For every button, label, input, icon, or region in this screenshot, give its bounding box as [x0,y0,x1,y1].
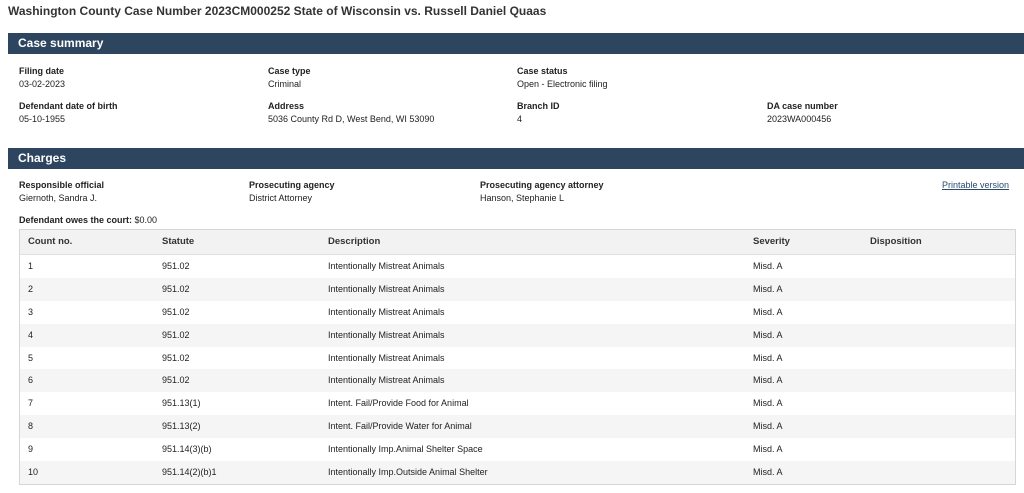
count-cell: 1 [28,261,34,271]
table-row [20,278,1015,301]
severity-cell: Misd. A [753,261,783,271]
case-type-label: Case type [268,66,311,76]
prosecuting-agency-field [249,180,335,203]
amount-owed-value: $0.00 [132,215,158,225]
prosecuting-attorney-field [480,180,604,203]
branch-id-field [517,101,560,124]
filing-date-field [19,66,65,89]
prosecuting-agency-label: Prosecuting agency [249,180,335,190]
statute-cell: 951.02 [162,352,190,363]
filing-date-value: 03-02-2023 [19,79,66,89]
count-cell: 2 [28,283,34,294]
table-row [20,347,1015,370]
description-cell: Intentionally Mistreat Animals [328,283,445,294]
count-cell: 3 [28,306,34,317]
statute-cell: 951.14(2)(b)1 [162,467,217,478]
table-header [20,230,1015,255]
prosecuting-attorney-value: Hanson, Stephanie L [480,193,565,203]
charges-table [19,229,1016,485]
case-status-label: Case status [517,66,568,76]
defendant-dob-field [19,101,118,124]
prosecuting-agency-value: District Attorney [249,193,313,203]
case-type-field [268,66,311,89]
da-case-number-label: DA case number [767,101,838,111]
statute-cell: 951.02 [162,375,190,386]
table-body [20,255,1015,484]
description-cell: Intentionally Imp.Outside Animal Shelter [328,467,488,478]
severity-cell: Misd. A [753,352,783,363]
table-row [20,438,1015,461]
statute-cell: 951.02 [162,283,190,294]
statute-cell: 951.02 [162,261,190,271]
prosecuting-attorney-label: Prosecuting agency attorney [480,180,604,190]
column-header-statute[interactable]: Statute [162,236,195,247]
table-row [20,415,1015,438]
severity-cell: Misd. A [753,329,783,340]
count-cell: 8 [28,421,34,432]
address-value: 5036 County Rd D, West Bend, WI 53090 [268,114,435,124]
filing-date-label: Filing date [19,66,64,76]
case-status-field [517,66,608,89]
count-cell: 10 [28,467,39,478]
case-type-value: Criminal [268,79,302,89]
severity-cell: Misd. A [753,467,783,478]
responsible-official-value: Giernoth, Sandra J. [19,193,98,203]
count-cell: 4 [28,329,34,340]
column-header-severity[interactable]: Severity [753,236,790,247]
address-field [268,101,434,124]
table-row [20,255,1015,278]
severity-cell: Misd. A [753,444,783,455]
description-cell: Intentionally Mistreat Animals [328,375,445,386]
count-cell: 7 [28,398,34,409]
printable-version-link[interactable]: Printable version [942,180,1010,190]
description-cell: Intentionally Mistreat Animals [328,261,445,271]
severity-cell: Misd. A [753,398,783,409]
page-title: Washington County Case Number 2023CM000252 State of Wisconsin vs. Russell Daniel Quaas [8,4,547,18]
responsible-official-field [19,180,104,203]
severity-cell: Misd. A [753,283,783,294]
description-cell: Intentionally Mistreat Animals [328,352,445,363]
table-row [20,369,1015,392]
table-row [20,324,1015,347]
count-cell: 6 [28,375,34,386]
responsible-official-label: Responsible official [19,180,105,190]
table-row [20,392,1015,415]
severity-cell: Misd. A [753,421,783,432]
address-label: Address [268,101,305,111]
statute-cell: 951.14(3)(b) [162,444,212,455]
description-cell: Intentionally Mistreat Animals [328,329,445,340]
column-header-disposition[interactable]: Disposition [870,236,922,247]
amount-owed-label: Defendant owes the court: [19,215,133,225]
column-header-count[interactable]: Count no. [28,236,73,247]
count-cell: 5 [28,352,34,363]
column-header-description[interactable]: Description [328,236,381,247]
severity-cell: Misd. A [753,306,783,317]
table-row [20,461,1015,484]
count-cell: 9 [28,444,34,455]
description-cell: Intent. Fail/Provide Food for Animal [328,398,469,409]
da-case-number-field [767,101,838,124]
statute-cell: 951.13(1) [162,398,201,409]
statute-cell: 951.02 [162,306,190,317]
severity-cell: Misd. A [753,375,783,386]
charges-header: Charges [8,148,1024,169]
description-cell: Intent. Fail/Provide Water for Animal [328,421,472,432]
case-summary-header: Case summary [8,33,1024,54]
amount-owed [19,215,157,225]
branch-id-value: 4 [517,114,523,124]
statute-cell: 951.02 [162,329,190,340]
branch-id-label: Branch ID [517,101,560,111]
case-status-value: Open - Electronic filing [517,79,608,89]
defendant-dob-label: Defendant date of birth [19,101,118,111]
description-cell: Intentionally Mistreat Animals [328,306,445,317]
defendant-dob-value: 05-10-1955 [19,114,66,124]
da-case-number-value: 2023WA000456 [767,114,832,124]
statute-cell: 951.13(2) [162,421,201,432]
table-row [20,301,1015,324]
description-cell: Intentionally Imp.Animal Shelter Space [328,444,483,455]
